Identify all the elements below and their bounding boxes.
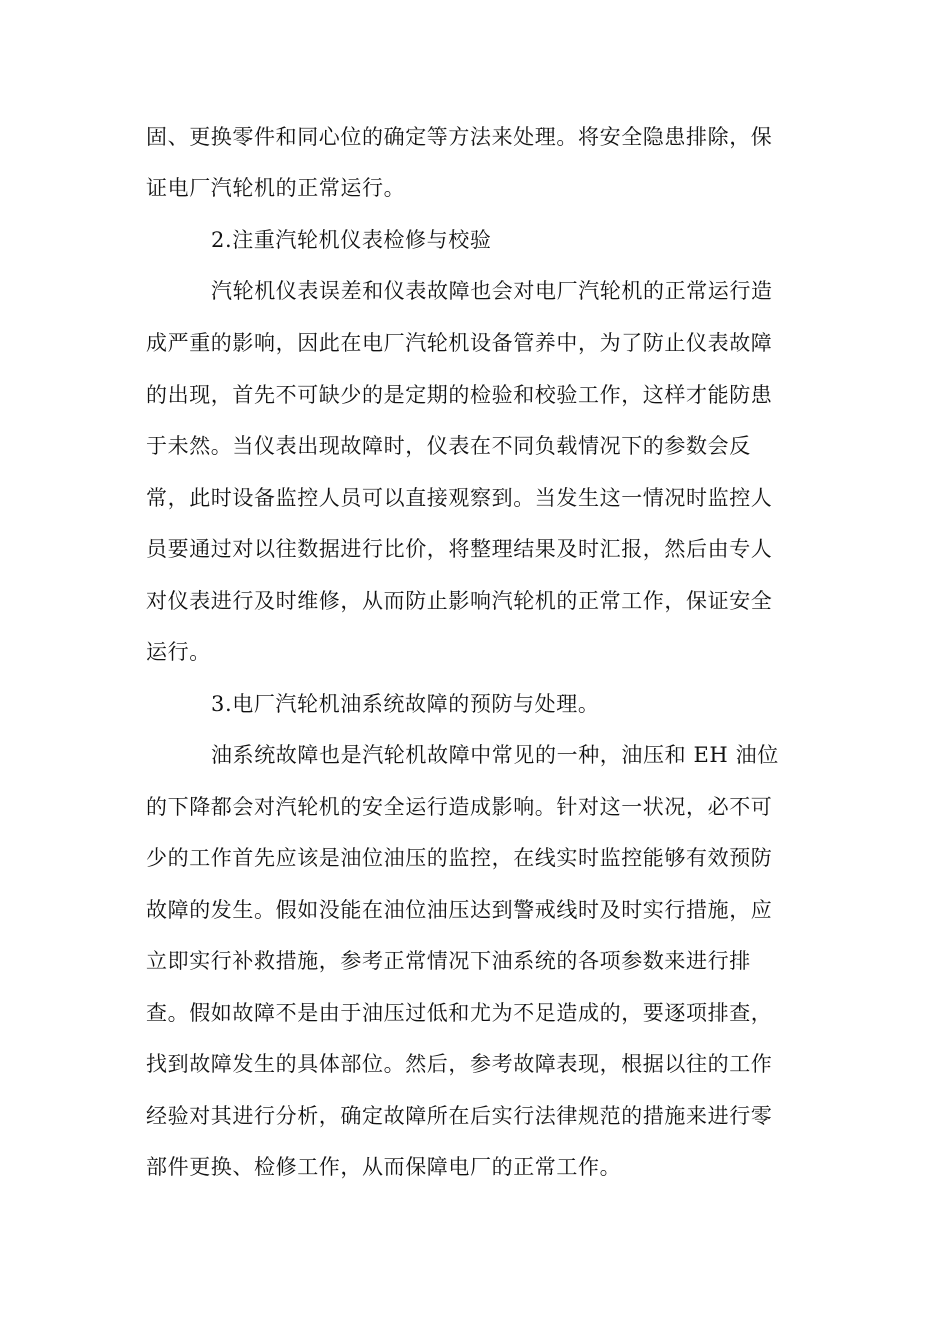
body-text-line: 故障的发生。假如没能在油位油压达到警戒线时及时实行措施，应 bbox=[146, 898, 773, 922]
body-text-line: 少的工作首先应该是油位油压的监控，在线实时监控能够有效预防 bbox=[146, 846, 773, 870]
body-text-line: 于未然。当仪表出现故障时，仪表在不同负载情况下的参数会反 bbox=[146, 434, 751, 458]
body-text-line: 成严重的影响，因此在电厂汽轮机设备管养中，为了防止仪表故障 bbox=[146, 331, 773, 355]
body-text-line: 查。假如故障不是由于油压过低和尤为不足造成的，要逐项排查， bbox=[146, 1001, 773, 1025]
body-text-line: 经验对其进行分析，确定故障所在后实行法律规范的措施来进行零 bbox=[146, 1104, 773, 1128]
body-text-line: 运行。 bbox=[146, 640, 211, 664]
body-text-line: 对仪表进行及时维修，从而防止影响汽轮机的正常工作，保证安全 bbox=[146, 589, 773, 613]
body-text-line: 常，此时设备监控人员可以直接观察到。当发生这一情况时监控人 bbox=[146, 486, 773, 510]
body-text-line: 证电厂汽轮机的正常运行。 bbox=[146, 176, 406, 200]
body-text-line: 立即实行补救措施，参考正常情况下油系统的各项参数来进行排 bbox=[146, 949, 751, 973]
body-text-line: 部件更换、检修工作，从而保障电厂的正常工作。 bbox=[146, 1155, 622, 1179]
body-text-line: 的下降都会对汽轮机的安全运行造成影响。针对这一状况，必不可 bbox=[146, 795, 773, 819]
body-text-line: 汽轮机仪表误差和仪表故障也会对电厂汽轮机的正常运行造 bbox=[211, 279, 773, 303]
body-text-line: 找到故障发生的具体部位。然后，参考故障表现，根据以往的工作 bbox=[146, 1052, 773, 1076]
body-text-line: 的出现，首先不可缺少的是定期的检验和校验工作，这样才能防患 bbox=[146, 383, 773, 407]
section-heading: 2.注重汽轮机仪表检修与校验 bbox=[211, 228, 492, 252]
body-text-line: 油系统故障也是汽轮机故障中常见的一种，油压和 EH 油位 bbox=[211, 743, 779, 767]
body-text-line: 固、更换零件和同心位的确定等方法来处理。将安全隐患排除，保 bbox=[146, 125, 773, 149]
section-heading: 3.电厂汽轮机油系统故障的预防与处理。 bbox=[211, 692, 600, 716]
body-text-line: 员要通过对以往数据进行比价，将整理结果及时汇报，然后由专人 bbox=[146, 537, 773, 561]
